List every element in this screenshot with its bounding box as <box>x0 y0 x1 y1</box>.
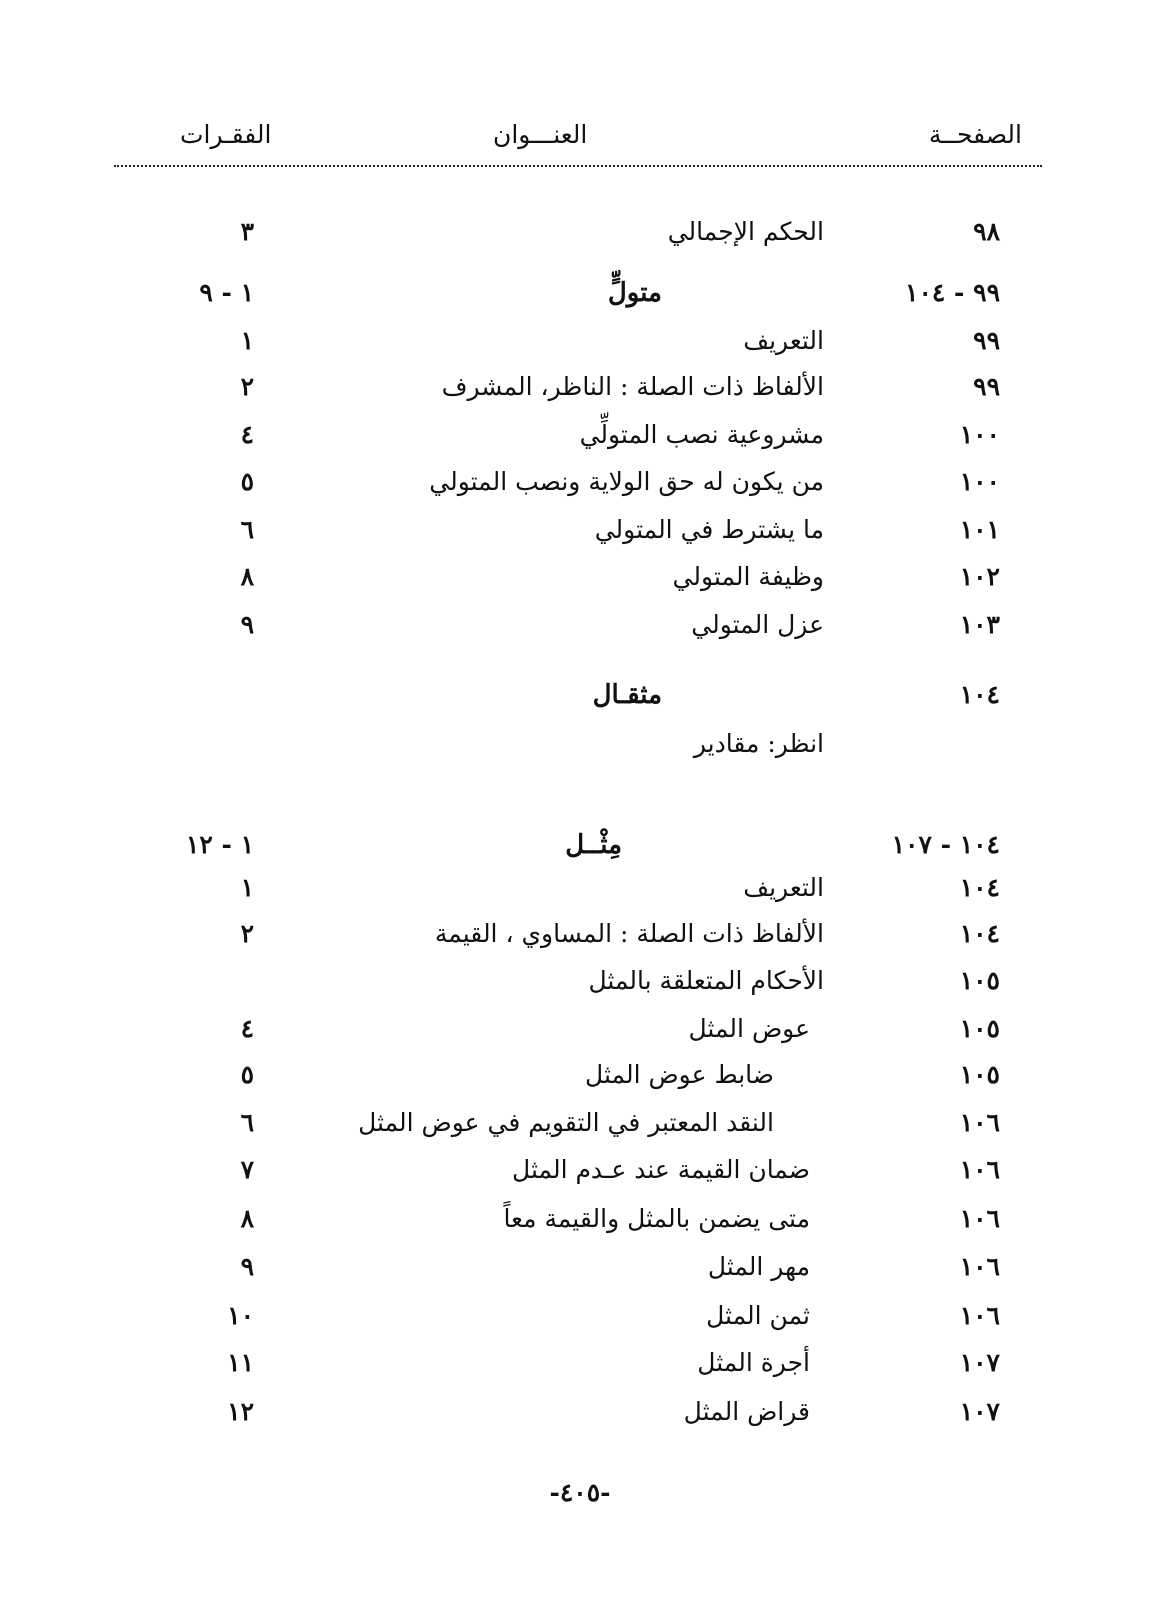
entry-heading: مِثْــل <box>565 830 622 860</box>
entry-title: ما يشترط في المتولي <box>594 515 824 544</box>
paragraph-ref: ٣ <box>240 217 254 246</box>
table-row <box>0 1104 1160 1144</box>
paragraph-ref: ٥ <box>240 467 254 496</box>
table-row <box>0 416 1160 456</box>
paragraph-ref: ٤ <box>240 420 254 449</box>
page-ref: ١٠٦ <box>959 1301 1000 1330</box>
header-page-column: الصفحــة <box>928 120 1022 149</box>
header-paragraphs-column: الفقـرات <box>180 120 272 149</box>
table-row <box>0 1056 1160 1096</box>
table-row <box>0 463 1160 503</box>
table-row <box>0 1297 1160 1337</box>
table-row <box>0 915 1160 955</box>
paragraph-ref: ١ <box>240 326 254 355</box>
entry-title: ثمن المثل <box>706 1301 810 1330</box>
page-ref: ١٠٤ <box>959 873 1000 902</box>
entry-title: قراض المثل <box>683 1397 810 1426</box>
entry-title: التعريف <box>743 873 824 902</box>
entry-title: مهر المثل <box>707 1252 810 1281</box>
table-row <box>0 322 1160 362</box>
entry-heading: متولٍّ <box>607 278 662 308</box>
entry-title: وظيفة المتولي <box>672 562 824 591</box>
paragraph-ref: ٨ <box>240 1204 254 1233</box>
entry-title: مشروعية نصب المتولِّي <box>579 420 824 449</box>
page-ref: ٩٩ <box>973 326 1000 355</box>
table-row <box>0 1151 1160 1191</box>
page-number: -٤٠٥- <box>549 1478 611 1507</box>
table-row <box>0 606 1160 646</box>
paragraph-ref: ١ - ١٢ <box>185 830 254 859</box>
entry-title: ضابط عوض المثل <box>585 1060 774 1089</box>
paragraph-ref: ٥ <box>240 1060 254 1089</box>
page-ref: ١٠٧ <box>959 1348 1000 1377</box>
paragraph-ref: ٧ <box>240 1155 254 1184</box>
see-reference: انظر: مقادير <box>693 729 824 758</box>
paragraph-ref: ٦ <box>240 515 254 544</box>
page-ref: ١٠٣ <box>959 610 1000 639</box>
paragraph-ref: ٢ <box>240 372 254 401</box>
entry-title: عوض المثل <box>688 1014 810 1043</box>
entry-title: من يكون له حق الولاية ونصب المتولي <box>429 467 824 496</box>
entry-title: أجرة المثل <box>697 1348 810 1377</box>
page-ref: ١٠١ <box>959 515 1000 544</box>
page-ref: ١٠٥ <box>959 1014 1000 1043</box>
page-ref: ١٠٥ <box>959 966 1000 995</box>
table-row <box>0 676 1160 716</box>
paragraph-ref: ٢ <box>240 919 254 948</box>
paragraph-ref: ٩ <box>240 1252 254 1281</box>
table-row <box>0 1344 1160 1384</box>
entry-title: الأحكام المتعلقة بالمثل <box>588 966 824 995</box>
page-ref: ١٠٧ <box>959 1397 1000 1426</box>
entry-title: الحكم الإجمالي <box>667 217 824 246</box>
table-row <box>0 511 1160 551</box>
page-ref: ٩٨ <box>973 217 1000 246</box>
paragraph-ref: ٨ <box>240 562 254 591</box>
entry-title: عزل المتولي <box>691 610 824 639</box>
page-ref: ١٠٥ <box>959 1060 1000 1089</box>
table-row <box>0 725 1160 765</box>
entry-title: النقد المعتبر في التقويم في عوض المثل <box>358 1108 774 1137</box>
page-ref: ١٠٤ <box>959 680 1000 709</box>
table-row <box>0 213 1160 253</box>
table-row <box>0 869 1160 909</box>
page-ref: ١٠٠ <box>959 420 1000 449</box>
paragraph-ref: ١ - ٩ <box>199 278 254 307</box>
paragraph-ref: ٦ <box>240 1108 254 1137</box>
page-ref: ١٠٦ <box>959 1204 1000 1233</box>
table-row <box>0 962 1160 1002</box>
table-row <box>0 826 1160 866</box>
paragraph-ref: ١٢ <box>227 1397 254 1426</box>
page-ref: ١٠٤ <box>959 919 1000 948</box>
page-ref: ١٠٠ <box>959 467 1000 496</box>
table-row <box>0 1010 1160 1050</box>
entry-heading: مثقـال <box>592 680 662 710</box>
page-ref: ١٠٦ <box>959 1252 1000 1281</box>
page-ref: ٩٩ - ١٠٤ <box>905 278 1000 307</box>
table-row <box>0 274 1160 314</box>
paragraph-ref: ٤ <box>240 1014 254 1043</box>
page-ref: ١٠٤ - ١٠٧ <box>891 830 1000 859</box>
entry-title: الألفاظ ذات الصلة : الناظر، المشرف <box>441 372 824 401</box>
table-row <box>0 368 1160 408</box>
paragraph-ref: ١ <box>240 873 254 902</box>
entry-title: التعريف <box>743 326 824 355</box>
entry-title: متى يضمن بالمثل والقيمة معاً <box>503 1204 810 1233</box>
page-ref: ٩٩ <box>973 372 1000 401</box>
entry-title: الألفاظ ذات الصلة : المساوي ، القيمة <box>434 919 824 948</box>
page-ref: ١٠٦ <box>959 1155 1000 1184</box>
entry-title: ضمان القيمة عند عـدم المثل <box>512 1155 810 1184</box>
table-row <box>0 1200 1160 1240</box>
page-ref: ١٠٦ <box>959 1108 1000 1137</box>
paragraph-ref: ٩ <box>240 610 254 639</box>
table-row <box>0 558 1160 598</box>
table-row <box>0 1248 1160 1288</box>
header-title-column: العنـــوان <box>493 120 588 149</box>
paragraph-ref: ١٠ <box>227 1301 254 1330</box>
page-ref: ١٠٢ <box>959 562 1000 591</box>
header-dotted-divider <box>114 165 1042 167</box>
table-row <box>0 1393 1160 1433</box>
paragraph-ref: ١١ <box>227 1348 254 1377</box>
